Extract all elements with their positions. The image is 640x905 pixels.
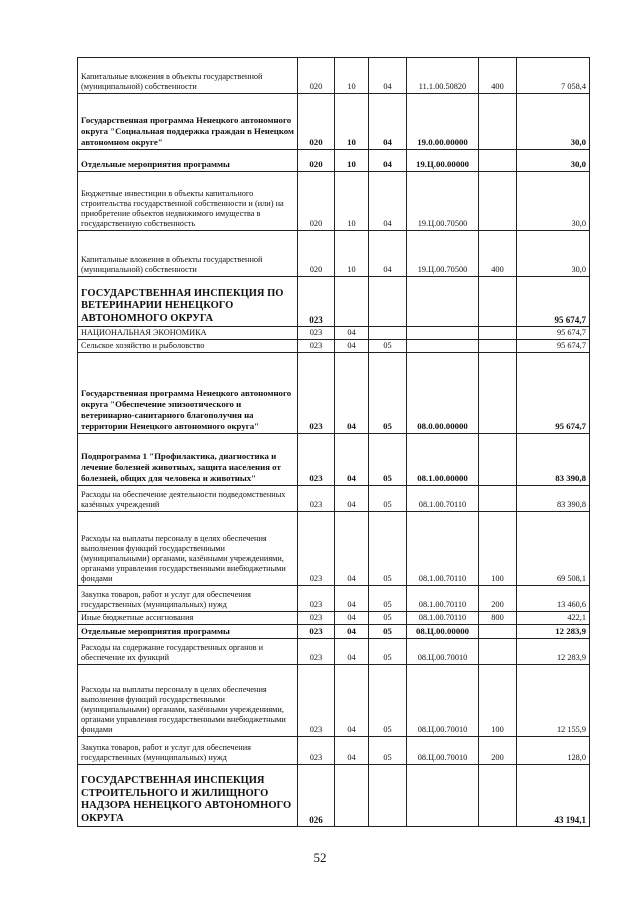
cell-target-article: 08.1.00.70110 xyxy=(407,586,479,612)
cell-amount: 30,0 xyxy=(517,94,590,150)
cell-section-code: 10 xyxy=(335,58,369,94)
cell-section-code: 10 xyxy=(335,172,369,231)
cell-expense-type: 200 xyxy=(479,737,517,765)
cell-ministry-code: 023 xyxy=(298,665,335,737)
cell-target-article: 11.1.00.50820 xyxy=(407,58,479,94)
table-row xyxy=(78,94,590,150)
cell-subsection-code: 04 xyxy=(369,172,407,231)
cell-subsection-code: 04 xyxy=(369,150,407,172)
cell-name: Подпрограмма 1 "Профилактика, диагностика и лечение болезней животных, защита населения от болезней, общих для человека и животных" xyxy=(78,434,298,486)
cell-name: Государственная программа Ненецкого автономного округа "Обеспечение эпизоотического и ветеринарно-санитарного благополучия на территории Ненецкого автономного округа" xyxy=(78,353,298,434)
cell-expense-type xyxy=(479,340,517,353)
cell-target-article: 19.0.00.00000 xyxy=(407,94,479,150)
cell-target-article: 19.Ц.00.00000 xyxy=(407,150,479,172)
cell-ministry-code: 023 xyxy=(298,277,335,327)
cell-name: Расходы на обеспечение деятельности подведомственных казённых учреждений xyxy=(78,486,298,512)
cell-ministry-code: 020 xyxy=(298,172,335,231)
cell-section-code xyxy=(335,765,369,827)
cell-expense-type: 100 xyxy=(479,512,517,586)
page-number: 52 xyxy=(313,850,327,865)
table-row xyxy=(78,327,590,340)
cell-amount: 7 058,4 xyxy=(517,58,590,94)
cell-ministry-code: 023 xyxy=(298,512,335,586)
cell-expense-type xyxy=(479,277,517,327)
cell-subsection-code: 05 xyxy=(369,434,407,486)
cell-ministry-code: 023 xyxy=(298,639,335,665)
cell-section-code xyxy=(335,277,369,327)
table-row xyxy=(78,486,590,512)
cell-ministry-code: 023 xyxy=(298,340,335,353)
cell-ministry-code: 023 xyxy=(298,486,335,512)
cell-target-article: 08.1.00.70110 xyxy=(407,486,479,512)
cell-section-code: 04 xyxy=(335,486,369,512)
cell-name: ГОСУДАРСТВЕННАЯ ИНСПЕКЦИЯ СТРОИТЕЛЬНОГО И ЖИЛИЩНОГО НАДЗОРА НЕНЕЦКОГО АВТОНОМНОГО ОКРУГА xyxy=(78,765,298,827)
cell-section-code: 04 xyxy=(335,327,369,340)
cell-expense-type xyxy=(479,765,517,827)
cell-name: Закупка товаров, работ и услуг для обеспечения государственных (муниципальных) нужд xyxy=(78,737,298,765)
cell-section-code: 04 xyxy=(335,340,369,353)
cell-subsection-code xyxy=(369,765,407,827)
cell-target-article: 08.1.00.70110 xyxy=(407,612,479,625)
cell-amount: 95 674,7 xyxy=(517,353,590,434)
cell-target-article: 19.Ц.00.70500 xyxy=(407,231,479,277)
cell-expense-type xyxy=(479,625,517,639)
cell-subsection-code: 05 xyxy=(369,486,407,512)
cell-target-article xyxy=(407,765,479,827)
cell-subsection-code: 05 xyxy=(369,353,407,434)
cell-target-article: 08.Ц.00.70010 xyxy=(407,639,479,665)
cell-ministry-code: 023 xyxy=(298,625,335,639)
cell-subsection-code: 05 xyxy=(369,737,407,765)
cell-name: Капитальные вложения в объекты государственной (муниципальной) собственности xyxy=(78,231,298,277)
cell-subsection-code: 05 xyxy=(369,625,407,639)
cell-section-code: 04 xyxy=(335,625,369,639)
cell-ministry-code: 023 xyxy=(298,612,335,625)
table-row xyxy=(78,353,590,434)
cell-ministry-code: 023 xyxy=(298,353,335,434)
cell-target-article: 08.Ц.00.70010 xyxy=(407,737,479,765)
cell-amount: 95 674,7 xyxy=(517,277,590,327)
cell-section-code: 04 xyxy=(335,512,369,586)
cell-expense-type xyxy=(479,353,517,434)
cell-amount: 43 194,1 xyxy=(517,765,590,827)
table-row xyxy=(78,737,590,765)
cell-expense-type: 200 xyxy=(479,586,517,612)
table-row xyxy=(78,150,590,172)
cell-expense-type xyxy=(479,150,517,172)
cell-name: Бюджетные инвестиции в объекты капитального строительства государственной собственности и (или) на приобретение объектов недвижимого имущества в государственную собственность xyxy=(78,172,298,231)
cell-name: Закупка товаров, работ и услуг для обеспечения государственных (муниципальных) нужд xyxy=(78,586,298,612)
cell-subsection-code: 05 xyxy=(369,340,407,353)
cell-expense-type: 800 xyxy=(479,612,517,625)
cell-name: Отдельные мероприятия программы xyxy=(78,150,298,172)
cell-target-article xyxy=(407,277,479,327)
table-row xyxy=(78,625,590,639)
cell-section-code: 04 xyxy=(335,639,369,665)
cell-target-article: 19.Ц.00.70500 xyxy=(407,172,479,231)
cell-amount: 12 155,9 xyxy=(517,665,590,737)
table-row xyxy=(78,612,590,625)
cell-expense-type xyxy=(479,486,517,512)
cell-section-code: 04 xyxy=(335,612,369,625)
cell-subsection-code: 04 xyxy=(369,231,407,277)
cell-subsection-code: 05 xyxy=(369,512,407,586)
cell-section-code: 10 xyxy=(335,94,369,150)
cell-section-code: 10 xyxy=(335,231,369,277)
cell-name: Иные бюджетные ассигнования xyxy=(78,612,298,625)
cell-ministry-code: 020 xyxy=(298,150,335,172)
cell-ministry-code: 023 xyxy=(298,737,335,765)
cell-amount: 13 460,6 xyxy=(517,586,590,612)
cell-ministry-code: 023 xyxy=(298,586,335,612)
table-row xyxy=(78,512,590,586)
cell-section-code: 04 xyxy=(335,737,369,765)
cell-name: Отдельные мероприятия программы xyxy=(78,625,298,639)
cell-amount: 30,0 xyxy=(517,150,590,172)
cell-amount: 12 283,9 xyxy=(517,639,590,665)
cell-expense-type xyxy=(479,172,517,231)
table-row xyxy=(78,340,590,353)
cell-amount: 30,0 xyxy=(517,231,590,277)
cell-subsection-code: 04 xyxy=(369,58,407,94)
cell-subsection-code: 05 xyxy=(369,612,407,625)
cell-section-code: 10 xyxy=(335,150,369,172)
cell-amount: 83 390,8 xyxy=(517,434,590,486)
cell-expense-type xyxy=(479,327,517,340)
cell-ministry-code: 023 xyxy=(298,327,335,340)
cell-target-article: 08.Ц.00.00000 xyxy=(407,625,479,639)
cell-target-article xyxy=(407,327,479,340)
table-row xyxy=(78,58,590,94)
cell-amount: 12 283,9 xyxy=(517,625,590,639)
cell-subsection-code xyxy=(369,327,407,340)
cell-name: Расходы на выплаты персоналу в целях обеспечения выполнения функций государственными (муниципальными) органами, казёнными учреждениями, органами управления государственными внебюджетными фондами xyxy=(78,665,298,737)
cell-name: Расходы на содержание государственных органов и обеспечение их функций xyxy=(78,639,298,665)
cell-expense-type xyxy=(479,639,517,665)
budget-table xyxy=(77,57,590,827)
cell-expense-type: 100 xyxy=(479,665,517,737)
budget-table-body xyxy=(78,58,590,827)
cell-amount: 95 674,7 xyxy=(517,327,590,340)
cell-subsection-code: 05 xyxy=(369,586,407,612)
cell-subsection-code: 04 xyxy=(369,94,407,150)
table-row xyxy=(78,434,590,486)
table-row xyxy=(78,172,590,231)
cell-name: Расходы на выплаты персоналу в целях обеспечения выполнения функций государственными (муниципальными) органами, казёнными учреждениями, органами управления государственными внебюджетными фондами xyxy=(78,512,298,586)
table-row xyxy=(78,639,590,665)
cell-expense-type: 400 xyxy=(479,58,517,94)
cell-ministry-code: 020 xyxy=(298,94,335,150)
cell-expense-type xyxy=(479,94,517,150)
cell-target-article: 08.1.00.00000 xyxy=(407,434,479,486)
cell-amount: 83 390,8 xyxy=(517,486,590,512)
cell-expense-type xyxy=(479,434,517,486)
table-row xyxy=(78,586,590,612)
cell-target-article xyxy=(407,340,479,353)
cell-section-code: 04 xyxy=(335,434,369,486)
cell-section-code: 04 xyxy=(335,586,369,612)
cell-name: ГОСУДАРСТВЕННАЯ ИНСПЕКЦИЯ ПО ВЕТЕРИНАРИИ НЕНЕЦКОГО АВТОНОМНОГО ОКРУГА xyxy=(78,277,298,327)
cell-name: Сельское хозяйство и рыболовство xyxy=(78,340,298,353)
table-row xyxy=(78,277,590,327)
cell-name: НАЦИОНАЛЬНАЯ ЭКОНОМИКА xyxy=(78,327,298,340)
cell-amount: 69 508,1 xyxy=(517,512,590,586)
cell-section-code: 04 xyxy=(335,665,369,737)
cell-ministry-code: 023 xyxy=(298,434,335,486)
cell-subsection-code: 05 xyxy=(369,639,407,665)
table-row xyxy=(78,765,590,827)
table-row xyxy=(78,231,590,277)
table-row xyxy=(78,665,590,737)
cell-ministry-code: 020 xyxy=(298,231,335,277)
cell-subsection-code xyxy=(369,277,407,327)
cell-ministry-code: 020 xyxy=(298,58,335,94)
cell-target-article: 08.0.00.00000 xyxy=(407,353,479,434)
cell-name: Государственная программа Ненецкого автономного округа "Социальная поддержка граждан в Ненецком автономном округе" xyxy=(78,94,298,150)
cell-ministry-code: 026 xyxy=(298,765,335,827)
cell-subsection-code: 05 xyxy=(369,665,407,737)
cell-amount: 422,1 xyxy=(517,612,590,625)
cell-section-code: 04 xyxy=(335,353,369,434)
cell-name: Капитальные вложения в объекты государственной (муниципальной) собственности xyxy=(78,58,298,94)
cell-amount: 95 674,7 xyxy=(517,340,590,353)
cell-expense-type: 400 xyxy=(479,231,517,277)
cell-target-article: 08.Ц.00.70010 xyxy=(407,665,479,737)
cell-amount: 30,0 xyxy=(517,172,590,231)
cell-target-article: 08.1.00.70110 xyxy=(407,512,479,586)
cell-amount: 128,0 xyxy=(517,737,590,765)
